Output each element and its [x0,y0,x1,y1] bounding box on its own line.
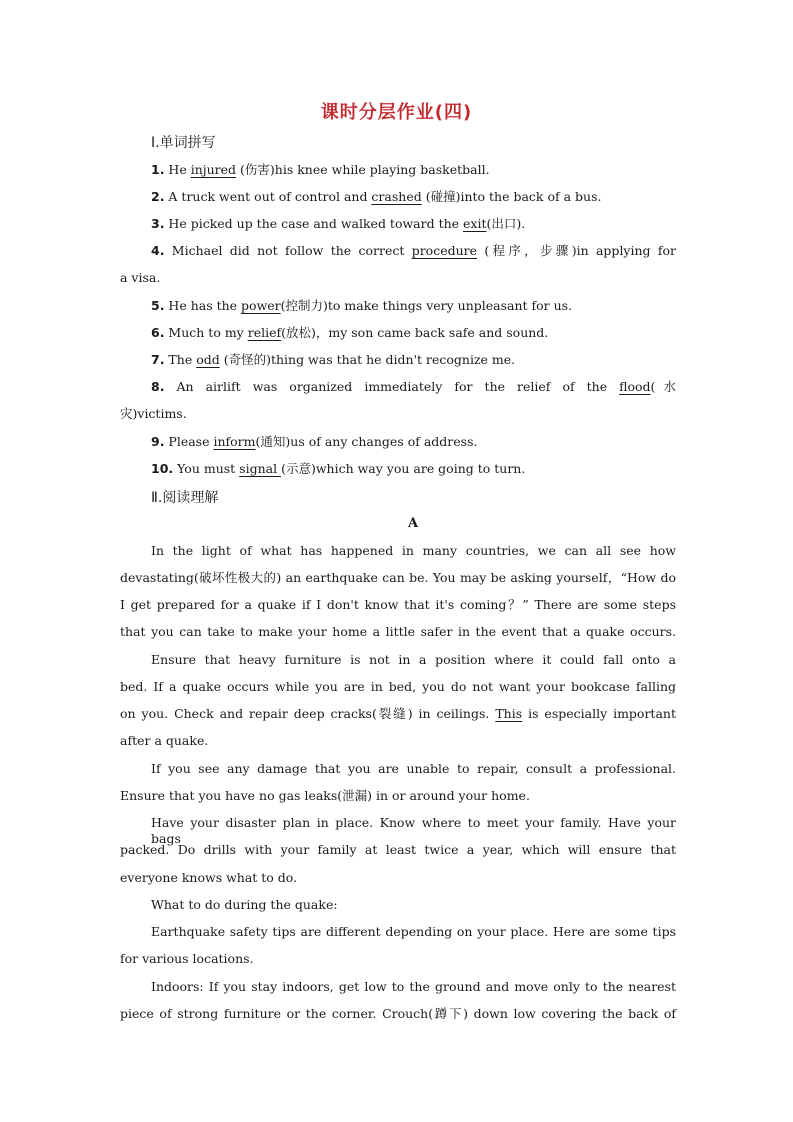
question-8-continued: 灾)victims. [120,406,187,421]
answer: power [241,298,281,313]
question-1 [151,162,676,178]
question-number: 10. [151,461,174,476]
question-2 [151,189,676,205]
answer: flood [619,379,651,394]
paragraph-line: In the light of what has happened in many countries, we can all see how [151,543,676,558]
question-6 [151,325,676,341]
question-text: (伤害)his knee while playing basketball. [236,162,490,177]
answer: signal [239,461,282,476]
question-number: 7. [151,352,165,367]
question-text: Much to my [164,325,248,340]
paragraph-line [120,706,676,722]
answer: inform [213,434,256,449]
paragraph-text: on you. Check and repair deep cracks(裂缝) in ceilings. [120,706,496,721]
answer: odd [196,352,220,367]
question-number: 4. [151,243,165,258]
page-title: 课时分层作业(四) [320,102,473,123]
paragraph-line: Have your disaster plan in place. Know where to meet your family. Have your bags [151,815,676,846]
question-text: You must [173,461,240,476]
question-5 [151,298,676,314]
paragraph-line: Earthquake safety tips are different depending on your place. Here are some tips [151,924,676,939]
paragraph-line: Indoors: If you stay indoors, get low to the ground and move only to the nearest [151,979,676,994]
paragraph-line: I get prepared for a quake if I don't know that it's coming？” There are some steps [120,597,676,612]
section-heading-reading: Ⅱ.阅读理解 [151,490,219,506]
question-text: He has the [164,298,242,313]
question-text: An airlift was organized immediately for the relief of the [164,379,620,394]
section-heading-spelling: Ⅰ.单词拼写 [151,135,216,151]
paragraph-text: is especially important [522,706,676,721]
question-3 [151,216,676,232]
question-text: (控制力)to make things very unpleasant for us. [280,298,573,313]
question-number: 3. [151,216,165,231]
paragraph-line: Ensure that heavy furniture is not in a position where it could fall onto a [151,652,676,667]
paragraph-line: everyone knows what to do. [120,870,298,885]
question-number: 5. [151,298,165,313]
answer: crashed [371,189,422,204]
question-text: (通知)us of any changes of address. [255,434,478,449]
question-text: (奇怪的)thing was that he didn't recognize me. [219,352,516,367]
paragraph-line: If you see any damage that you are unable to repair, consult a professional. [151,761,676,776]
question-text: (程序，步骤)in applying for [477,243,676,258]
underlined-word: This [495,706,523,721]
question-text: (示意)which way you are going to turn. [281,461,526,476]
paragraph-line: packed. Do drills with your family at least twice a year, which will ensure that [120,842,676,857]
answer: relief [247,325,282,340]
question-number: 8. [151,379,165,394]
paragraph-line: after a quake. [120,733,209,748]
paragraph-line: devastating(破坏性极大的) an earthquake can be. You may be asking yourself，“How do [120,570,676,585]
paragraph-line: that you can take to make your home a little safer in the event that a quake occurs. [120,624,676,639]
question-7 [151,352,676,368]
question-text: The [164,352,197,367]
question-4-continued: a visa. [120,270,161,285]
question-text: He picked up the case and walked toward the [164,216,464,231]
question-8 [151,379,676,395]
question-number: 1. [151,162,165,177]
question-text: He [164,162,191,177]
question-10 [151,461,676,477]
answer: procedure [411,243,478,258]
answer: exit [463,216,487,231]
question-text: A truck went out of control and [164,189,372,204]
paragraph-line: Ensure that you have no gas leaks(泄漏) in or around your home. [120,788,530,803]
question-text: Michael did not follow the correct [164,243,412,258]
question-9 [151,434,676,450]
passage-label: A [407,516,419,531]
question-text: Please [164,434,214,449]
question-text: (碰撞)into the back of a bus. [421,189,602,204]
question-text: (水 [650,379,676,394]
question-number: 6. [151,325,165,340]
paragraph-line: What to do during the quake: [151,897,338,912]
question-text: (放松)，my son came back safe and sound. [281,325,549,340]
paragraph-line: for various locations. [120,951,254,966]
question-number: 2. [151,189,165,204]
answer: injured [190,162,237,177]
question-number: 9. [151,434,165,449]
question-4 [151,243,676,259]
paragraph-line: piece of strong furniture or the corner. Crouch(蹲下) down low covering the back of [120,1006,676,1021]
question-text: (出口). [486,216,526,231]
paragraph-line: bed. If a quake occurs while you are in bed, you do not want your bookcase falling [120,679,676,694]
